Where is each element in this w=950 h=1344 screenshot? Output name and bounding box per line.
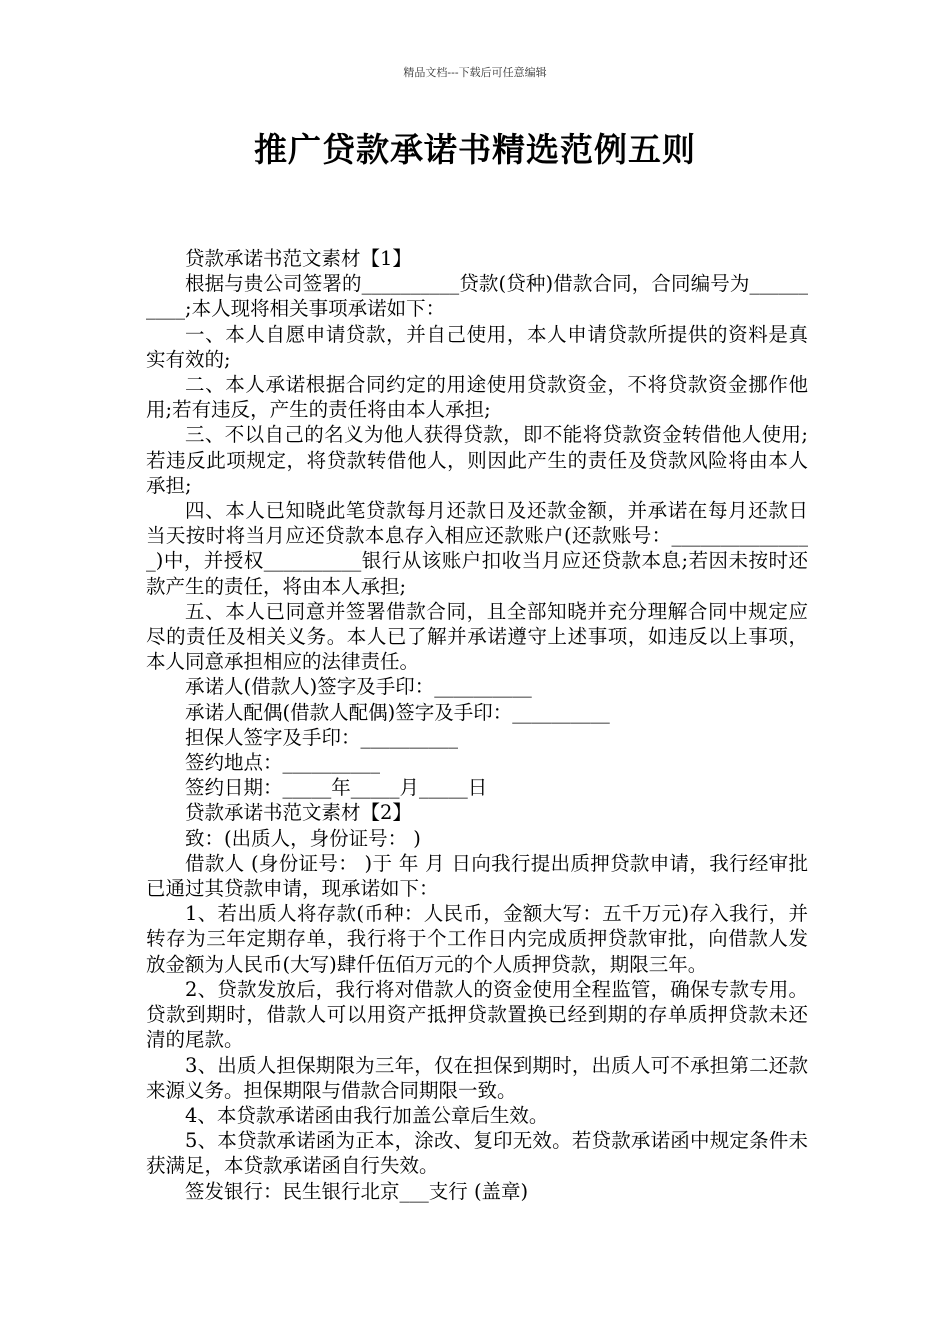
paragraph-item-2: 二、本人承诺根据合同约定的用途使用贷款资金，不将贷款资金挪作他用;若有违反，产生的责任将由本人承担; — [146, 373, 808, 422]
paragraph-borrower-request: 借款人 (身份证号： )于 年 月 日向我行提出质押贷款申请，我行经审批已通过其贷款申请，现承诺如下： — [146, 851, 808, 901]
paragraph-item-4: 四、本人已知晓此笔贷款每月还款日及还款金额，并承诺在每月还款日当天按时将当月应还贷款本息存入相应还款账户(还款账号：_______________)中，并授权__________银行从该账户扣收当月应还贷款本息;若因未按时还款产生的责任，将由本人承担; — [146, 499, 808, 598]
document-title: 推广贷款承诺书精选范例五则 — [254, 130, 696, 169]
paragraph-clause-3: 3、出质人担保期限为三年，仅在担保到期时，出质人可不承担第二还款来源义务。担保期限与借款合同期限一致。 — [146, 1053, 808, 1102]
signing-location-line: 签约地点：__________ — [185, 751, 381, 775]
signature-line-spouse: 承诺人配偶(借款人配偶)签字及手印：__________ — [185, 700, 610, 724]
signing-date-line: 签约日期：_____年_____月_____日 — [185, 776, 488, 800]
issuing-bank-line: 签发银行：民生银行北京___支行 (盖章) — [185, 1179, 529, 1203]
paragraph-item-3: 三、不以自己的名义为他人获得贷款，即不能将贷款资金转借他人使用;若违反此项规定，将贷款转借他人，则因此产生的责任及贷款风险将由本人承担; — [146, 423, 808, 497]
addressee-line: 致：(出质人，身份证号： ) — [185, 826, 421, 850]
paragraph-intro: 根据与贵公司签署的__________贷款(贷种)借款合同，合同编号为__________;本人现将相关事项承诺如下： — [146, 272, 808, 321]
section-heading-1: 贷款承诺书范文素材【1】 — [185, 247, 412, 270]
signature-line-borrower: 承诺人(借款人)签字及手印：__________ — [185, 675, 532, 699]
paragraph-clause-5: 5、本贷款承诺函为正本，涂改、复印无效。若贷款承诺函中规定条件未获满足，本贷款承诺函自行失效。 — [146, 1129, 808, 1178]
section-heading-2: 贷款承诺书范文素材【2】 — [185, 801, 412, 825]
paragraph-clause-4: 4、本贷款承诺函由我行加盖公章后生效。 — [185, 1103, 549, 1127]
paragraph-item-1: 一、本人自愿申请贷款，并自己使用，本人申请贷款所提供的资料是真实有效的; — [146, 322, 808, 371]
paragraph-clause-1: 1、若出质人将存款(币种：人民币，金额大写：五千万元)存入我行，并转存为三年定期存单，我行将于个工作日内完成质押贷款审批，向借款人发放金额为人民币(大写)肆仟伍佰万元的个人质押贷款，期限三年。 — [146, 902, 808, 976]
page-header: 精品文档---下载后可任意编辑 — [403, 66, 547, 79]
signature-line-guarantor: 担保人签字及手印：__________ — [185, 725, 459, 749]
document-body — [146, 246, 808, 1204]
paragraph-clause-2: 2、贷款发放后，我行将对借款人的资金使用全程监管，确保专款专用。贷款到期时，借款人可以用资产抵押贷款置换已经到期的存单质押贷款未还清的尾款。 — [146, 977, 808, 1052]
paragraph-item-5: 五、本人已同意并签署借款合同，且全部知晓并充分理解合同中规定应尽的责任及相关义务。本人已了解并承诺遵守上述事项，如违反以上事项，本人同意承担相应的法律责任。 — [146, 599, 808, 674]
